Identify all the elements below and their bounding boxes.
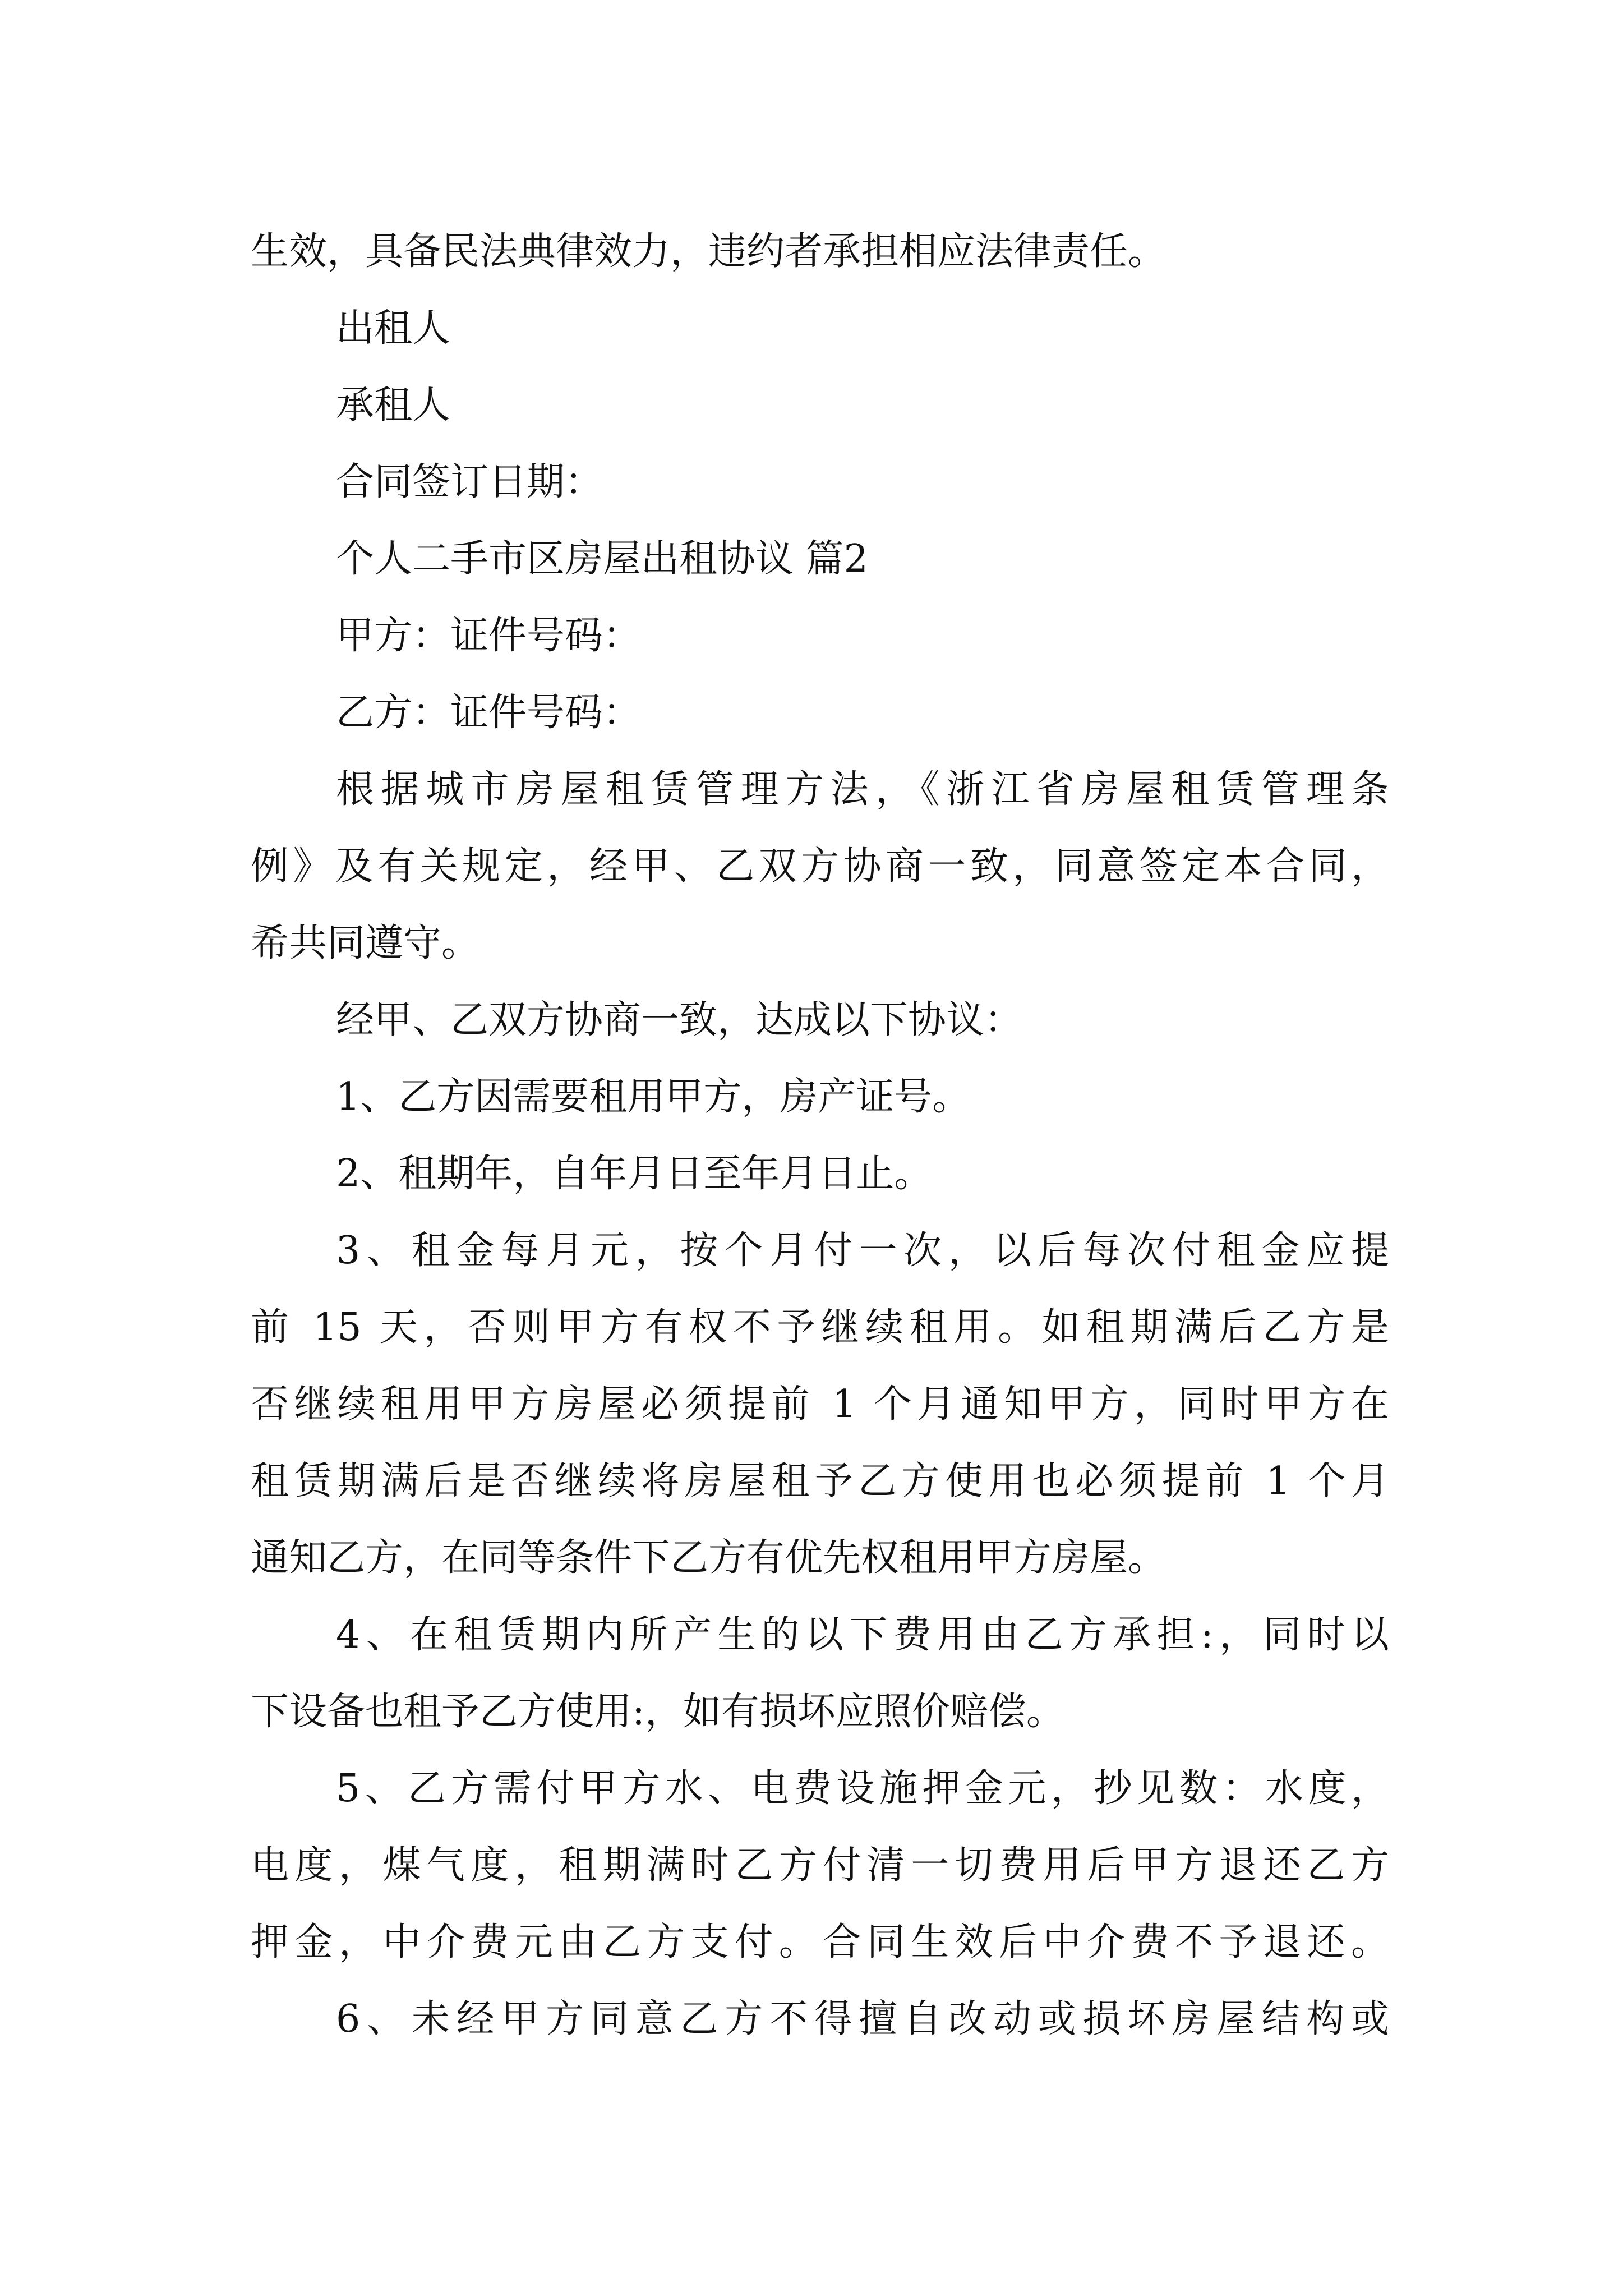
text-line: 租赁期满后是否继续将房屋租予乙方使用也必须提前 1 个月: [251, 1459, 1389, 1503]
text-line: 3、租金每月元，按个月付一次，以后每次付租金应提: [336, 1228, 1389, 1273]
text-line: 承租人: [336, 383, 451, 427]
text-line: 6、未经甲方同意乙方不得擅自改动或损坏房屋结构或: [336, 1997, 1389, 2041]
text-line: 否继续租用甲方房屋必须提前 1 个月通知甲方，同时甲方在: [251, 1382, 1389, 1427]
text-line: 例》及有关规定，经甲、乙双方协商一致，同意签定本合同，: [251, 844, 1389, 889]
text-line: 前 15 天，否则甲方有权不予继续租用。如租期满后乙方是: [251, 1305, 1389, 1350]
text-line: 合同签订日期：: [336, 460, 603, 504]
text-line: 出租人: [336, 306, 451, 351]
text-line: 4、在租赁期内所产生的以下费用由乙方承担:，同时以: [336, 1613, 1389, 1657]
text-line: 乙方：证件号码：: [336, 691, 642, 735]
document-body: [251, 213, 1389, 2058]
text-line: 生效，具备民法典律效力，违约者承担相应法律责任。: [251, 229, 1166, 274]
text-line: 下设备也租予乙方使用:，如有损坏应照价赔偿。: [251, 1690, 1064, 1734]
text-line: 1、乙方因需要租用甲方，房产证号。: [336, 1075, 971, 1119]
text-line: 通知乙方，在同等条件下乙方有优先权租用甲方房屋。: [251, 1536, 1166, 1580]
text-line: 经甲、乙双方协商一致，达成以下协议：: [336, 998, 1023, 1042]
text-line: 电度，煤气度，租期满时乙方付清一切费用后甲方退还乙方: [251, 1843, 1389, 1888]
text-line: 希共同遵守。: [251, 921, 480, 965]
text-line: 押金，中介费元由乙方支付。合同生效后中介费不予退还。: [251, 1920, 1389, 1964]
text-line: 个人二手市区房屋出租协议 篇2: [336, 537, 868, 581]
text-line: 5、乙方需付甲方水、电费设施押金元，抄见数：水度，: [336, 1766, 1389, 1811]
text-line: 根据城市房屋租赁管理方法，《浙江省房屋租赁管理条: [336, 767, 1389, 812]
text-line: 甲方：证件号码：: [336, 614, 642, 658]
text-line: 2、租期年，自年月日至年月日止。: [336, 1152, 933, 1196]
